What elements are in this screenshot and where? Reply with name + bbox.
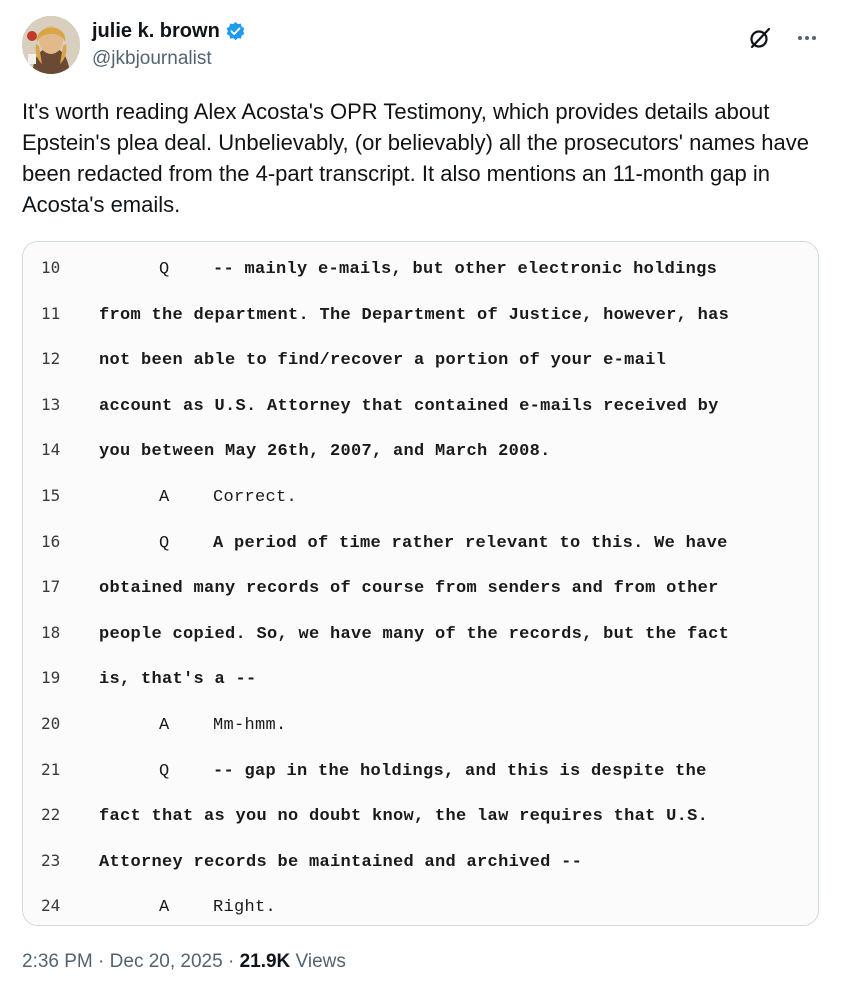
line-number: 19 <box>41 668 61 688</box>
transcript-line <box>23 478 818 518</box>
transcript-line <box>23 387 818 427</box>
display-name[interactable]: julie k. brown <box>92 20 220 42</box>
line-number: 17 <box>41 577 61 597</box>
views-count: 21.9K <box>239 951 291 972</box>
line-text: -- gap in the holdings, and this is despite the <box>213 761 707 781</box>
line-text: you between May 26th, 2007, and March 2008. <box>99 442 551 462</box>
tweet-text: It's worth reading Alex Acosta's OPR Testimony, which provides details about Epstein's plea deal. Unbelievably, (or believably) all the prosecutors' names have been redacted from the 4-part transcript. It also mentions an 11-month gap in Acosta's emails. <box>22 99 816 217</box>
line-text: Attorney records be maintained and archived -- <box>99 852 583 872</box>
avatar[interactable] <box>22 16 80 74</box>
transcript-line <box>23 706 818 746</box>
line-number: 18 <box>41 622 61 642</box>
transcript-line <box>23 752 818 792</box>
line-text: obtained many records of course from senders and from other <box>99 579 719 599</box>
line-text: Correct. <box>213 488 298 507</box>
line-number: 23 <box>41 850 61 870</box>
separator: · <box>222 951 240 972</box>
line-text: is, that's a -- <box>99 670 257 690</box>
tweet-header <box>22 14 822 78</box>
line-text: Mm-hmm. <box>213 716 287 735</box>
line-number: 22 <box>41 805 61 825</box>
line-number: 16 <box>41 531 61 551</box>
line-number: 10 <box>41 258 61 277</box>
grok-icon[interactable] <box>748 26 772 50</box>
transcript-line <box>23 660 818 700</box>
line-number: 11 <box>41 303 61 323</box>
line-number: 24 <box>41 896 61 916</box>
line-text: from the department. The Department of Justice, however, has <box>99 305 730 325</box>
line-text: Right. <box>213 898 277 918</box>
post-time[interactable]: 2:36 PM <box>22 951 93 972</box>
more-options-icon[interactable] <box>796 30 818 46</box>
user-handle[interactable]: @jkbjournalist <box>92 48 212 69</box>
transcript-line <box>23 250 818 290</box>
speaker-marker: A <box>159 488 170 507</box>
transcript-line <box>23 888 818 926</box>
line-number: 13 <box>41 394 61 414</box>
views-label: Views <box>290 951 346 972</box>
speaker-marker: Q <box>159 533 170 553</box>
tweet-media-image[interactable] <box>22 241 819 926</box>
transcript-line <box>23 843 818 883</box>
post-date[interactable]: Dec 20, 2025 <box>109 951 223 972</box>
name-row <box>92 20 246 43</box>
verified-badge-icon <box>225 21 246 42</box>
transcript-line <box>23 341 818 381</box>
separator: · <box>92 951 110 972</box>
transcript-page <box>23 242 818 925</box>
line-number: 21 <box>41 759 61 779</box>
speaker-marker: Q <box>159 761 170 781</box>
speaker-marker: A <box>159 716 170 735</box>
line-number: 15 <box>41 486 61 505</box>
line-text: -- mainly e-mails, but other electronic holdings <box>213 260 718 279</box>
transcript-line <box>23 615 818 655</box>
line-text: not been able to find/recover a portion of your e-mail <box>99 351 667 371</box>
transcript-line <box>23 524 818 564</box>
speaker-marker: Q <box>159 260 170 279</box>
line-number: 20 <box>41 714 61 733</box>
tweet-footer <box>22 951 346 973</box>
speaker-marker: A <box>159 898 170 918</box>
transcript-line <box>23 432 818 472</box>
transcript-line <box>23 569 818 609</box>
line-number: 12 <box>41 349 61 369</box>
transcript-line <box>23 797 818 837</box>
line-number: 14 <box>41 440 61 460</box>
transcript-line <box>23 296 818 336</box>
line-text: people copied. So, we have many of the records, but the fact <box>99 624 730 644</box>
line-text: A period of time rather relevant to this. We have <box>213 533 728 553</box>
line-text: account as U.S. Attorney that contained e-mails received by <box>99 396 719 416</box>
line-text: fact that as you no doubt know, the law requires that U.S. <box>99 807 709 827</box>
